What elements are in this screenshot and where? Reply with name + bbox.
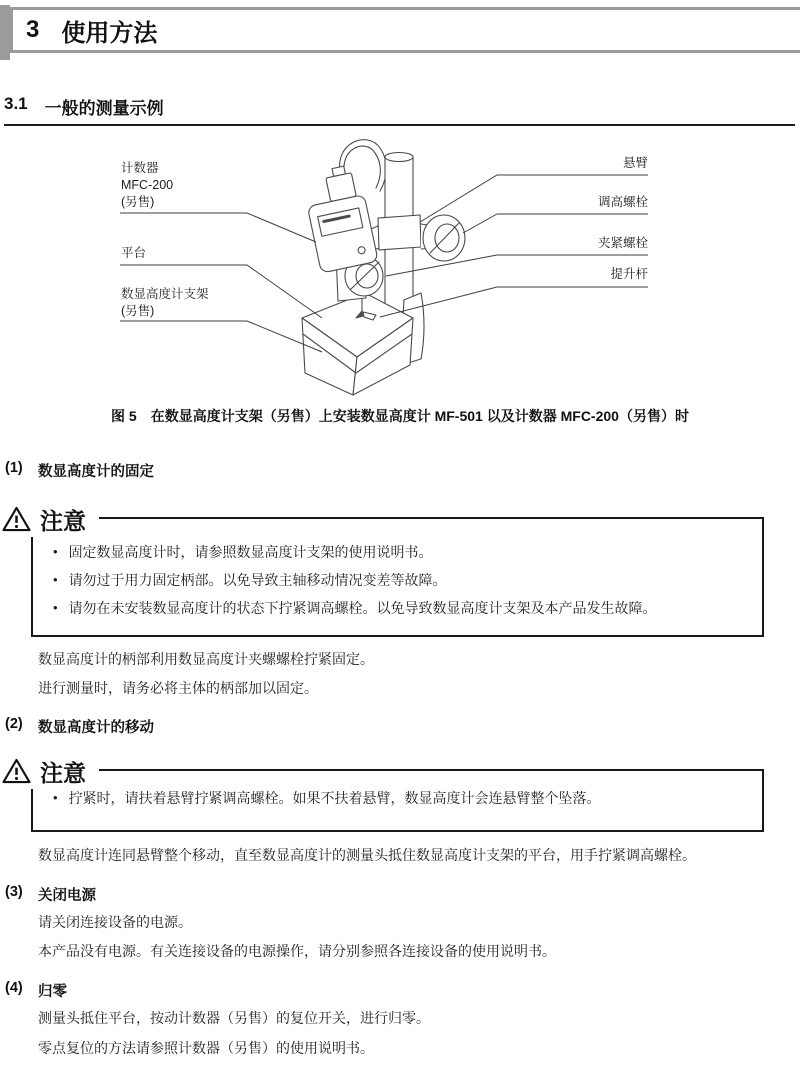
- leader-counter: [120, 213, 316, 242]
- section-heading: [4, 94, 795, 126]
- caution-1-bullet: • 请勿在未安装数显高度计的状态下拧紧调高螺栓。以免导致数显高度计支架及本产品发生故障。: [53, 600, 657, 616]
- paragraph: 测量头抵住平台，按动计数器（另售）的复位开关，进行归零。: [38, 1010, 430, 1026]
- column-clamp: [378, 215, 421, 250]
- caution-1-bullet: • 固定数显高度计时，请参照数显高度计支架的使用说明书。: [53, 544, 433, 560]
- label-clamp-bolt: 夹紧螺栓: [597, 236, 648, 250]
- caution-title-1: 注意: [2, 501, 99, 537]
- label-lift-lever: 提升杆: [610, 267, 648, 281]
- label-platform: 平台: [121, 246, 147, 260]
- counter-device: [301, 163, 379, 273]
- caution-1-bullet: • 请勿过于用力固定柄部。以免导致主轴移动情况变差等故障。: [53, 572, 447, 588]
- leader-stand: [120, 321, 322, 352]
- paragraph: 本产品没有电源。有关连接设备的电源操作，请分别参照各连接设备的使用说明书。: [38, 943, 556, 959]
- machine-line-art: [301, 140, 465, 395]
- chapter-heading: [10, 7, 800, 53]
- label-stand: 数显高度计支架 (另售): [121, 287, 209, 318]
- chapter-number: 3: [26, 16, 40, 43]
- paragraph: 进行测量时，请务必将主体的柄部加以固定。: [38, 680, 318, 696]
- subsection-1-heading: (1) 数显高度计的固定: [5, 460, 154, 480]
- label-arm: 悬臂: [622, 156, 648, 170]
- paragraph: 零点复位的方法请参照计数器（另售）的使用说明书。: [38, 1040, 374, 1056]
- label-height-bolt: 调高螺栓: [597, 195, 648, 209]
- subsection-4-heading: (4) 归零: [5, 980, 67, 1000]
- subsection-2-heading: (2) 数显高度计的移动: [5, 716, 154, 736]
- paragraph: 请关闭连接设备的电源。: [38, 914, 192, 930]
- warning-triangle-icon: [2, 758, 31, 784]
- label-counter: 计数器 MFC-200 (另售): [121, 161, 174, 209]
- paragraph: 数显高度计连同悬臂整个移动，直至数显高度计的测量头抵住数显高度计支架的平台，用手拧紧调高螺栓。: [38, 847, 696, 863]
- column-top: [385, 153, 413, 162]
- warning-triangle-icon: [2, 506, 31, 532]
- caution-title-2: 注意: [2, 753, 99, 789]
- chapter-heading-side-bar: [0, 5, 10, 60]
- subsection-3-heading: (3) 关闭电源: [5, 884, 96, 904]
- leader-height-bolt: [463, 214, 648, 233]
- measurement-setup-diagram: [0, 130, 800, 406]
- section-number: 3.1: [4, 94, 28, 113]
- figure-caption: 图 5 在数显高度计支架（另售）上安装数显高度计 MF-501 以及计数器 MFC-200（另售）时: [111, 408, 689, 424]
- caution-2-bullet: • 拧紧时，请扶着悬臂拧紧调高螺栓。如果不扶着悬臂，数显高度计会连悬臂整个坠落。: [53, 790, 601, 806]
- paragraph: 数显高度计的柄部利用数显高度计夹螺螺栓拧紧固定。: [38, 651, 374, 667]
- chapter-title: 使用方法: [61, 19, 158, 47]
- section-title: 一般的测量示例: [44, 99, 164, 118]
